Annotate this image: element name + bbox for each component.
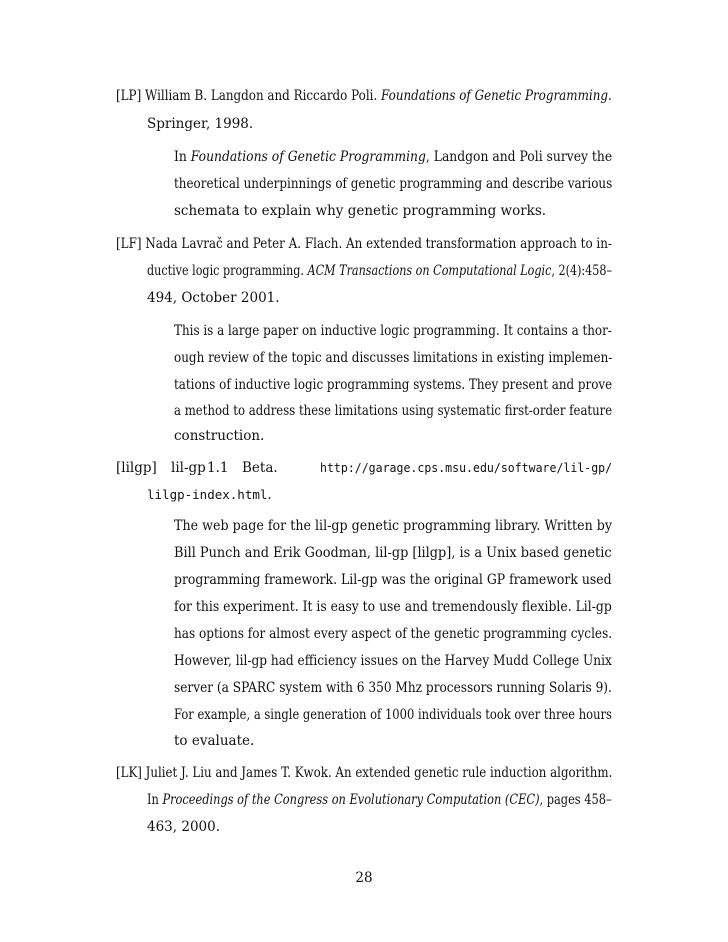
annotation-lilgp-line-9: to evaluate. bbox=[174, 733, 255, 749]
reference-text: Juliet J. Liu and James T. Kwok. An extended genetic rule induction algorithm. bbox=[145, 765, 613, 781]
annotation-lf-line-4: a method to address these limitations using systematic first-order feature bbox=[174, 403, 613, 419]
reference-text: , pages 458– bbox=[539, 792, 612, 808]
annotation-lilgp-line-3: programming framework. Lil-gp was the original GP framework used bbox=[174, 572, 612, 588]
annotation-lilgp-line-5: has options for almost every aspect of the genetic programming cycles. bbox=[174, 626, 613, 642]
annotation-lilgp-line-2: Bill Punch and Erik Goodman, lil-gp [lilgp], is a Unix based genetic bbox=[174, 545, 612, 561]
reference-text: William B. Langdon and Riccardo Poli. bbox=[145, 88, 382, 104]
reference-text: Nada Lavrač and Peter A. Flach. An extended transformation approach to in- bbox=[145, 236, 612, 252]
annotation-lf-line-3: tations of inductive logic programming systems. They present and prove bbox=[174, 377, 613, 393]
reference-lp-line-2: Springer, 1998. bbox=[147, 116, 254, 132]
reference-lf-line-1 bbox=[116, 236, 612, 252]
annotation-text: , Landgon and Poli survey the bbox=[425, 149, 613, 165]
annotation-lf-line-2: ough review of the topic and discusses limitations in existing implemen- bbox=[174, 350, 613, 366]
annotation-lf-line-5: construction. bbox=[174, 428, 265, 444]
reference-text: , 2(4):458– bbox=[551, 263, 613, 279]
reference-lilgp-status: Beta. bbox=[242, 460, 278, 476]
reference-lilgp-line-2 bbox=[147, 487, 272, 503]
reference-lk-line-2 bbox=[147, 792, 612, 808]
annotation-lilgp-line-8: For example, a single generation of 1000 individuals took over three hours bbox=[174, 707, 612, 723]
reference-lf-line-3: 494, October 2001. bbox=[147, 290, 280, 306]
reference-journal: ACM Transactions on Computational Logic bbox=[307, 263, 552, 279]
reference-text: ductive logic programming. bbox=[147, 263, 308, 279]
annotation-lp-line-3: schemata to explain why genetic programming works. bbox=[174, 203, 547, 219]
reference-text: In bbox=[147, 792, 163, 808]
reference-key: [LK] bbox=[116, 765, 142, 781]
page-number: 28 bbox=[355, 870, 373, 886]
annotation-lf-line-1: This is a large paper on inductive logic programming. It contains a thor- bbox=[174, 323, 612, 339]
reference-lf-line-2 bbox=[147, 263, 612, 279]
reference-text: . bbox=[267, 487, 272, 503]
reference-lk-line-3: 463, 2000. bbox=[147, 819, 220, 835]
annotation-lp-line-2: theoretical underpinnings of genetic programming and describe various bbox=[174, 176, 613, 192]
reference-lilgp-url[interactable]: http://garage.cps.msu.edu/software/lil-gp/ bbox=[320, 460, 613, 475]
reference-lk-line-1 bbox=[116, 765, 612, 781]
annotation-text: In bbox=[174, 149, 191, 165]
annotation-lp-line-1 bbox=[174, 149, 612, 165]
reference-lilgp-version: 1.1 bbox=[207, 460, 229, 476]
reference-key: [LP] bbox=[116, 88, 142, 104]
annotation-title: Foundations of Genetic Programming bbox=[190, 149, 426, 165]
reference-lp-line-1 bbox=[116, 88, 612, 104]
reference-proceedings: Proceedings of the Congress on Evolutionary Computation (CEC) bbox=[162, 792, 540, 808]
annotation-lilgp-line-1: The web page for the lil-gp genetic programming library. Written by bbox=[174, 518, 613, 534]
annotation-lilgp-line-7: server (a SPARC system with 6 350 Mhz processors running Solaris 9). bbox=[174, 680, 612, 696]
reference-lilgp-key: [lilgp] bbox=[116, 460, 157, 476]
reference-lilgp-name: lil-gp bbox=[171, 460, 206, 476]
reference-title: Foundations of Genetic Programming. bbox=[381, 88, 612, 104]
reference-url-continued[interactable]: lilgp-index.html bbox=[147, 487, 268, 502]
annotation-lilgp-line-4: for this experiment. It is easy to use and tremendously flexible. Lil-gp bbox=[174, 599, 612, 615]
reference-key: [LF] bbox=[116, 236, 142, 252]
annotation-lilgp-line-6: However, lil-gp had efficiency issues on the Harvey Mudd College Unix bbox=[174, 653, 612, 669]
